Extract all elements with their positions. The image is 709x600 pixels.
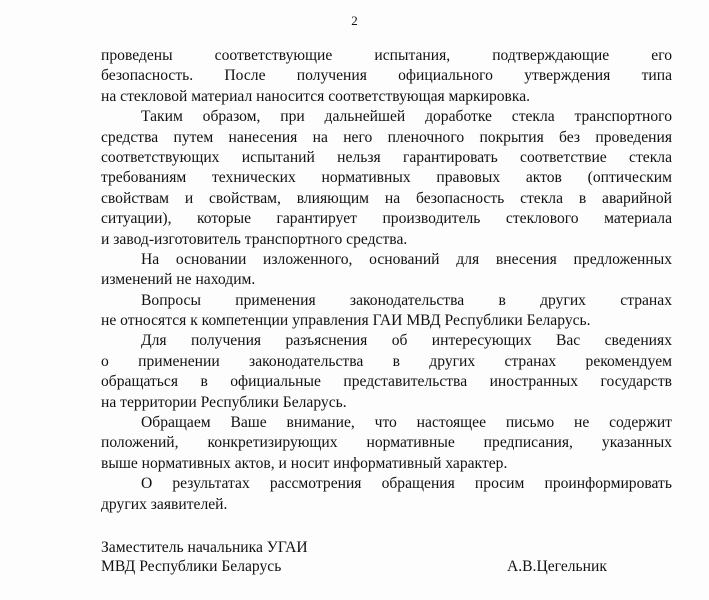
text-line: выше нормативных актов, и носит информативный характер. <box>101 454 508 472</box>
text-line: свойствам и свойствам, влияющим на безопасность стекла в аварийной <box>101 189 672 207</box>
paragraph <box>101 250 672 291</box>
signatory-position: Заместитель начальника УГАИ <box>101 539 308 556</box>
paragraph <box>101 291 672 332</box>
text-line: положений, конкретизирующих нормативные предписания, указанных <box>101 434 672 452</box>
text-line: других заявителей. <box>101 495 228 513</box>
paragraph <box>101 413 672 474</box>
text-line: На основании изложенного, оснований для внесения предложенных <box>141 250 672 268</box>
text-line: Для получения разъяснения об интересующих Вас сведениях <box>141 332 672 350</box>
signatory-name: А.В.Цегельник <box>507 558 607 575</box>
text-line: соответствующих испытаний нельзя гарантировать соответствие стекла <box>101 148 672 166</box>
text-line: изменений не находим. <box>101 271 256 289</box>
text-line: требованиям технических нормативных правовых актов (оптическим <box>101 169 672 187</box>
text-line: на стекловой материал наносится соответствующая маркировка. <box>101 87 531 105</box>
page-number: 2 <box>351 13 358 28</box>
paragraph <box>101 46 672 107</box>
signature-block <box>101 538 672 576</box>
paragraph <box>101 107 672 250</box>
signatory-organization: МВД Республики Беларусь <box>101 558 282 575</box>
text-line: Обращаем Ваше внимание, что настоящее письмо не содержит <box>141 414 672 432</box>
text-line: и завод-изготовитель транспортного средства. <box>101 230 408 248</box>
text-line: не относятся к компетенции управления ГАИ МВД Республики Беларусь. <box>101 312 591 330</box>
paragraph <box>101 474 672 515</box>
text-line: О результатах рассмотрения обращения просим проинформировать <box>141 475 672 493</box>
text-line: обращаться в официальные представительства иностранных государств <box>101 373 672 391</box>
text-line: о применении законодательства в других странах рекомендуем <box>101 352 672 370</box>
text-line: проведены соответствующие испытания, подтверждающие его <box>101 47 672 64</box>
text-line: на территории Республики Беларусь. <box>101 393 347 411</box>
text-line: безопасность. После получения официального утверждения типа <box>101 67 672 85</box>
text-line: Таким образом, при дальнейшей доработке стекла транспортного <box>141 108 672 126</box>
letter-body <box>101 46 672 515</box>
text-line: ситуации), которые гарантирует производитель стеклового материала <box>101 210 672 228</box>
text-line: средства путем нанесения на него пленочного покрытия без проведения <box>101 128 672 146</box>
text-line: Вопросы применения законодательства в других странах <box>141 291 672 309</box>
paragraph <box>101 331 672 413</box>
